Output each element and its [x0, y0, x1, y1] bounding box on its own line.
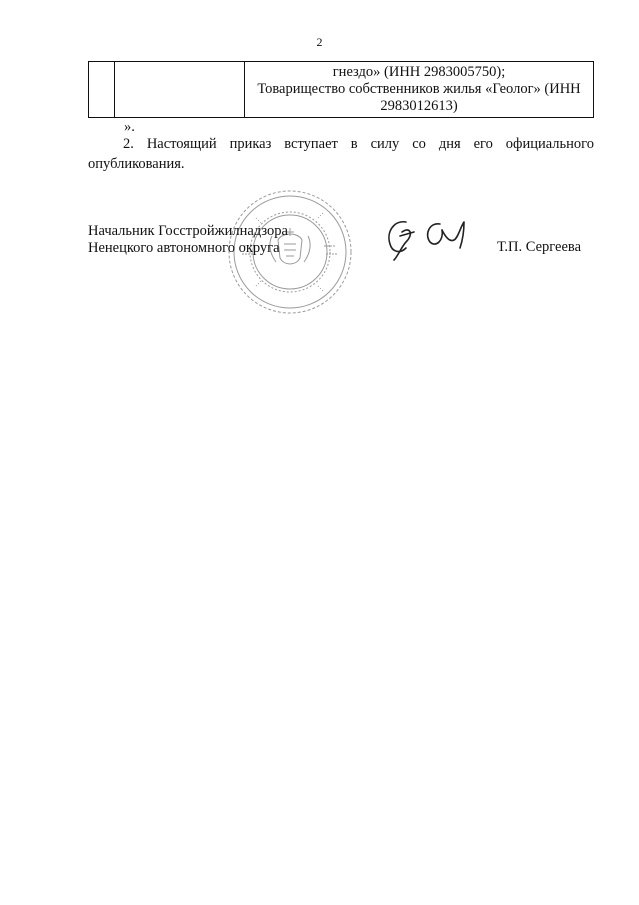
table-line: гнездо» (ИНН 2983005750);	[332, 64, 506, 80]
signatory-position-line-2: Ненецкого автономного округа	[88, 240, 280, 256]
handwritten-signature-icon	[380, 212, 480, 262]
table-line: 2983012613)	[380, 98, 458, 114]
table-row	[89, 62, 594, 118]
page-number: 2	[316, 35, 323, 49]
signatory-position-line-1: Начальник Госстройжилнадзора	[88, 223, 288, 239]
table-line: Товарищество собственников жилья «Геолог» (ИНН	[257, 81, 581, 97]
continued-table	[88, 61, 594, 118]
table-cell-organizations	[245, 62, 594, 118]
signatory-position	[88, 223, 288, 257]
signatory-name: Т.П. Сергеева	[497, 239, 582, 255]
paragraph-effective-date: 2. Настоящий приказ вступает в силу со дня его официального опубликования.	[88, 136, 594, 172]
table-cell-empty	[115, 62, 245, 118]
table-cell-number	[89, 62, 115, 118]
closing-quote: ».	[124, 119, 135, 135]
